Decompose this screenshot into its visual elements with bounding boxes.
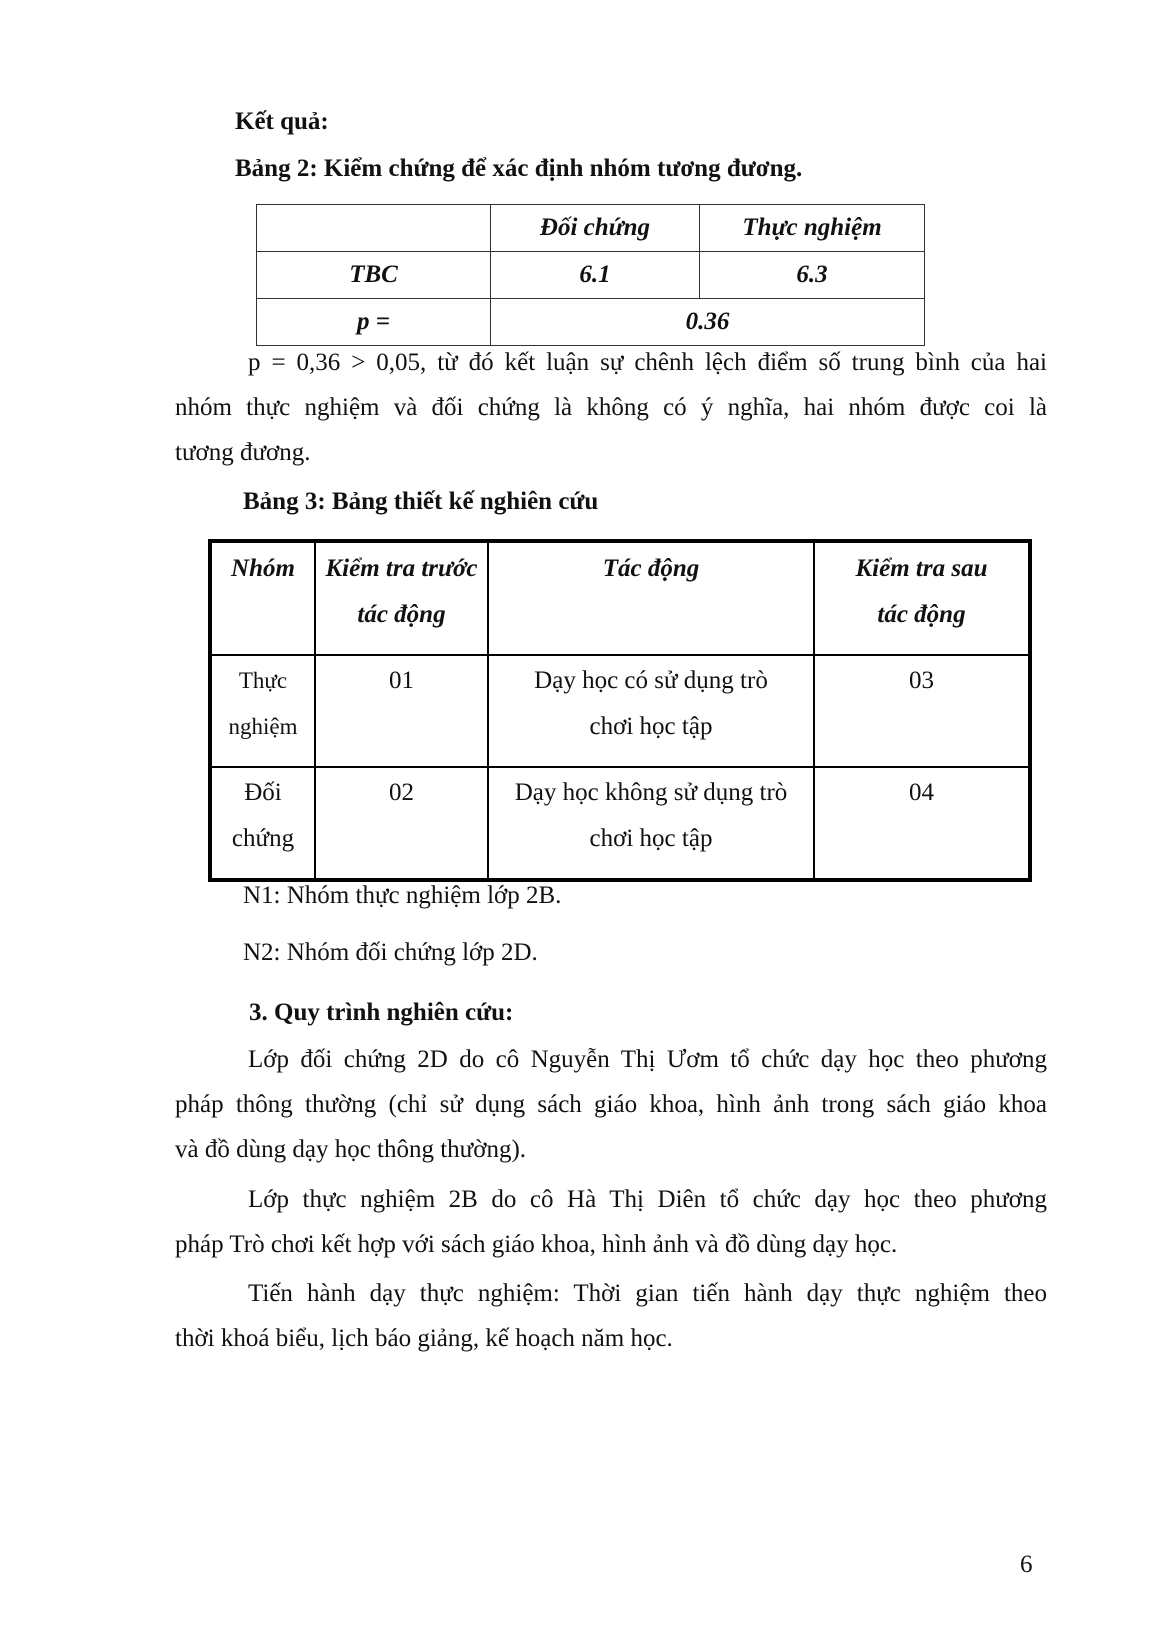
- paragraph-line: Tiến hành dạy thực nghiệm: Thời gian tiến hành dạy thực nghiệm theo: [248, 1280, 1047, 1307]
- table-header-cell: Nhóm: [210, 541, 315, 655]
- table-cell: 01: [315, 655, 488, 767]
- results-heading: Kết quả:: [235, 108, 329, 135]
- table-row: [257, 299, 925, 346]
- table-row: [257, 205, 925, 252]
- note-n2: N2: Nhóm đối chứng lớp 2D.: [243, 939, 538, 966]
- table-cell: TBC: [257, 252, 491, 299]
- table-header-cell: Kiểm tra sau tác động: [814, 541, 1030, 655]
- table-cell: Dạy học không sử dụng trò chơi học tập: [488, 767, 814, 880]
- paragraph-line: Lớp thực nghiệm 2B do cô Hà Thị Diên tổ chức dạy học theo phương: [248, 1186, 1047, 1213]
- paragraph-line: p = 0,36 > 0,05, từ đó kết luận sự chênh lệch điểm số trung bình của hai: [248, 349, 1047, 376]
- paragraph-line: thời khoá biểu, lịch báo giảng, kế hoạch năm học.: [175, 1325, 673, 1352]
- section3-heading: 3. Quy trình nghiên cứu:: [249, 999, 514, 1026]
- p-value-paragraph: [175, 340, 1047, 475]
- table-header-cell: Kiểm tra trước tác động: [315, 541, 488, 655]
- table-row: [210, 655, 1030, 767]
- paragraph-line: nhóm thực nghiệm và đối chứng là không có ý nghĩa, hai nhóm được coi là: [175, 394, 1047, 421]
- table2: [256, 204, 925, 346]
- table-cell: Dạy học có sử dụng trò chơi học tập: [488, 655, 814, 767]
- paragraph-line: tương đương.: [175, 439, 311, 466]
- table-cell: p =: [257, 299, 491, 346]
- table-cell: 6.1: [491, 252, 700, 299]
- section3-paragraph-2: [175, 1177, 1047, 1267]
- table-cell: [257, 205, 491, 252]
- paragraph-line: Lớp đối chứng 2D do cô Nguyễn Thị Ươm tổ chức dạy học theo phương: [248, 1046, 1047, 1073]
- table-cell: 03: [814, 655, 1030, 767]
- page-number: 6: [1020, 1551, 1033, 1578]
- table-header-cell: Đối chứng: [491, 205, 700, 252]
- paragraph-line: và đồ dùng dạy học thông thường).: [175, 1136, 527, 1163]
- table-cell: 0.36: [491, 299, 925, 346]
- paragraph-line: pháp Trò chơi kết hợp với sách giáo khoa, hình ảnh và đồ dùng dạy học.: [175, 1231, 898, 1258]
- table3: [208, 539, 1032, 882]
- table-cell: 04: [814, 767, 1030, 880]
- section3-paragraph-3: [175, 1271, 1047, 1361]
- table-header-cell: Thực nghiệm: [700, 205, 925, 252]
- table-row: [210, 767, 1030, 880]
- table-cell: 02: [315, 767, 488, 880]
- table2-caption: Bảng 2: Kiểm chứng để xác định nhóm tương đương.: [235, 155, 803, 182]
- table-cell: 6.3: [700, 252, 925, 299]
- table3-caption: Bảng 3: Bảng thiết kế nghiên cứu: [243, 488, 599, 515]
- table-cell: Thực nghiệm: [210, 655, 315, 767]
- table-cell: Đối chứng: [210, 767, 315, 880]
- table-header-cell: Tác động: [488, 541, 814, 655]
- note-n1: N1: Nhóm thực nghiệm lớp 2B.: [243, 882, 562, 909]
- table-row: [257, 252, 925, 299]
- table-row: [210, 541, 1030, 655]
- paragraph-line: pháp thông thường (chỉ sử dụng sách giáo khoa, hình ảnh trong sách giáo khoa: [175, 1091, 1047, 1118]
- section3-paragraph-1: [175, 1037, 1047, 1172]
